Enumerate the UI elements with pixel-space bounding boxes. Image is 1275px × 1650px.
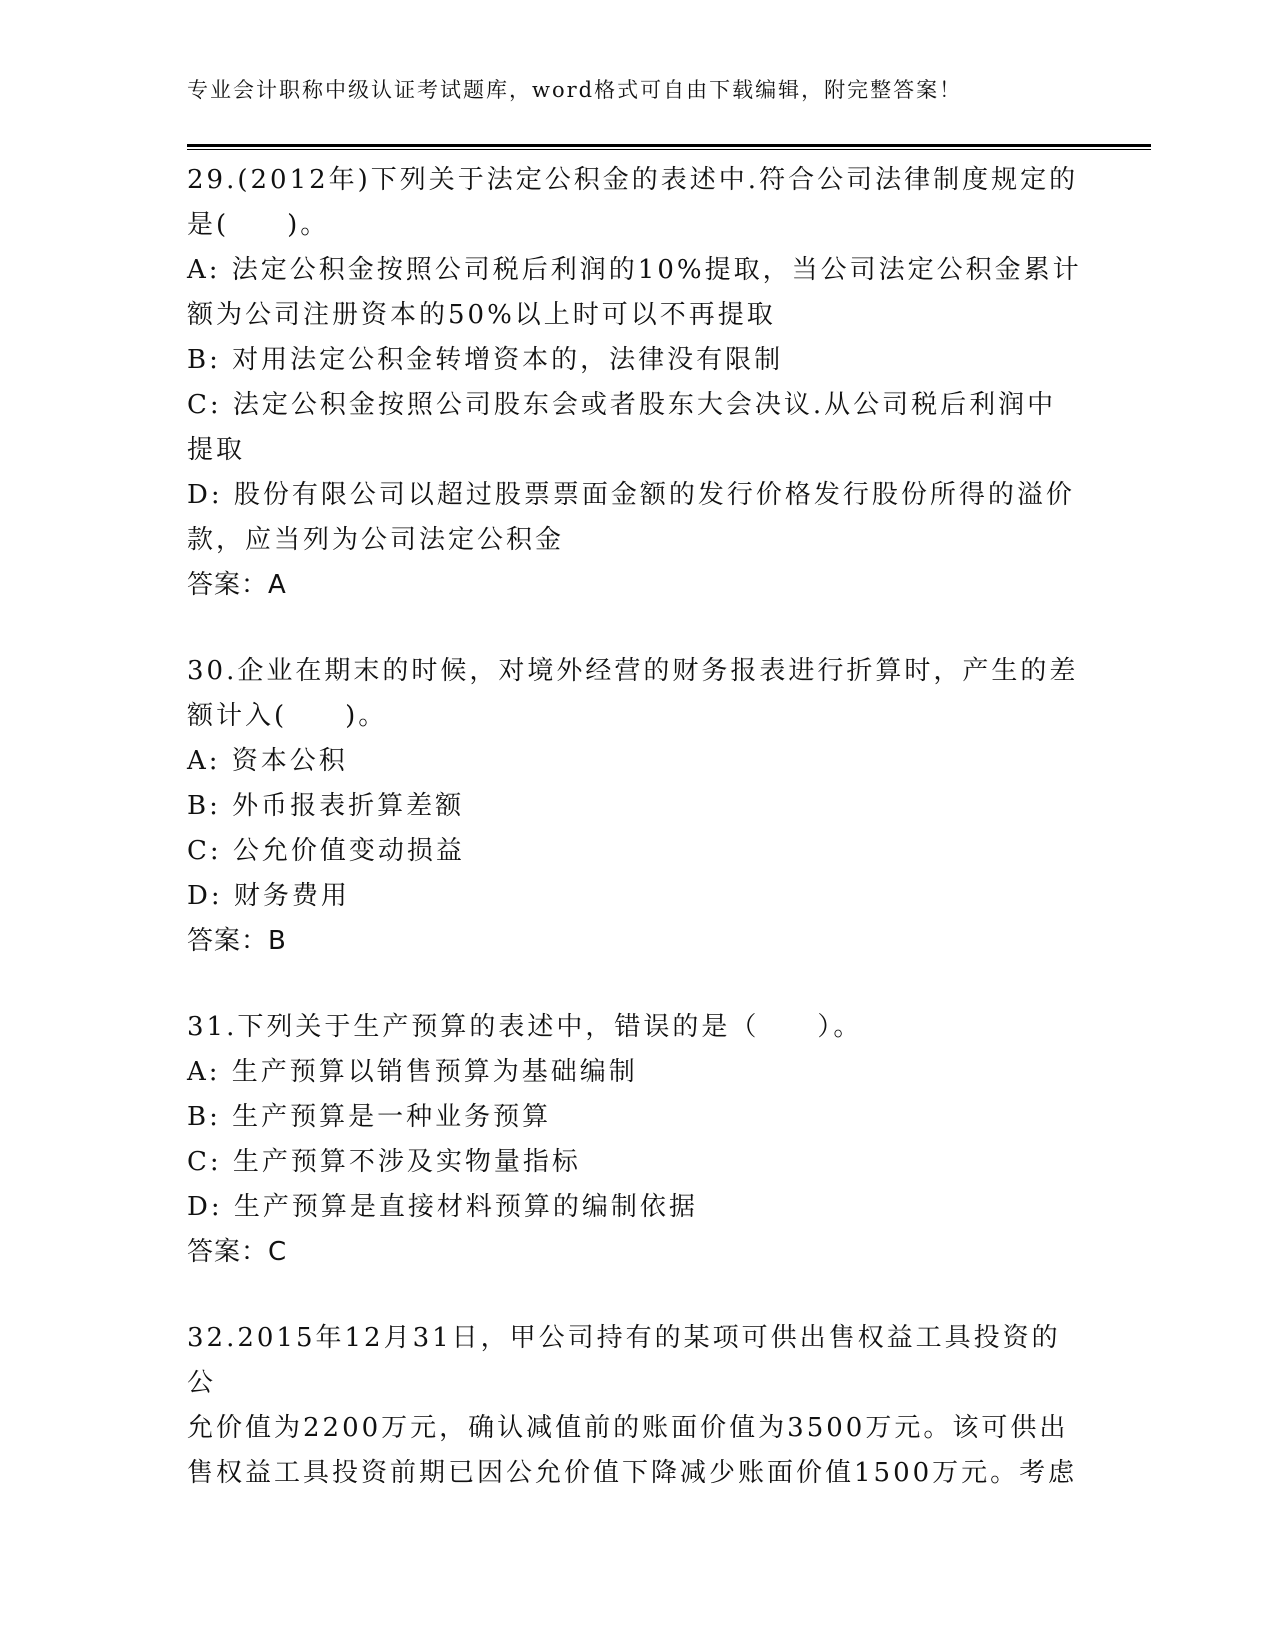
option-d: D: 财务费用 — [187, 881, 350, 911]
option-a-continued: 额为公司注册资本的50%以上时可以不再提取 — [187, 300, 776, 330]
option-a: A: 法定公积金按照公司税后利润的10%提取，当公司法定公积金累计 — [187, 255, 1082, 285]
option-a: A: 生产预算以销售预算为基础编制 — [187, 1057, 638, 1087]
question-stem-line: 30.企业在期末的时候，对境外经营的财务报表进行折算时，产生的差 — [187, 656, 1079, 686]
option-c: C: 生产预算不涉及实物量指标 — [187, 1147, 581, 1177]
header-rule-thin — [187, 149, 1151, 150]
question-stem-line: 是( )。 — [187, 210, 330, 240]
question-stem-line: 售权益工具投资前期已因公允价值下降减少账面价值1500万元。考虑 — [187, 1458, 1078, 1488]
answer-line: 答案：B — [187, 926, 287, 956]
option-a: A: 资本公积 — [187, 746, 348, 776]
question-stem-line: 32.2015年12月31日，甲公司持有的某项可供出售权益工具投资的公 — [187, 1323, 1061, 1398]
header-rule-thick — [187, 144, 1151, 147]
option-d: D: 股份有限公司以超过股票票面金额的发行价格发行股份所得的溢价 — [187, 480, 1075, 510]
option-c: C: 法定公积金按照公司股东会或者股东大会决议.从公司税后利润中 — [187, 390, 1057, 420]
page-header: 专业会计职称中级认证考试题库，word格式可自由下载编辑，附完整答案！ — [187, 78, 963, 102]
question-30 — [187, 649, 1087, 964]
question-32 — [187, 1316, 1087, 1496]
option-b: B: 对用法定公积金转增资本的，法律没有限制 — [187, 345, 784, 375]
question-stem-line: 允价值为2200万元，确认减值前的账面价值为3500万元。该可供出 — [187, 1413, 1069, 1443]
answer-line: 答案：A — [187, 570, 287, 600]
question-31 — [187, 1005, 1087, 1275]
question-list — [187, 158, 1087, 1537]
option-d: D: 生产预算是直接材料预算的编制依据 — [187, 1192, 698, 1222]
question-stem-line: 29.(2012年)下列关于法定公积金的表述中.符合公司法律制度规定的 — [187, 165, 1079, 195]
option-d-continued: 款，应当列为公司法定公积金 — [187, 525, 565, 555]
answer-line: 答案：C — [187, 1237, 288, 1267]
option-b: B: 生产预算是一种业务预算 — [187, 1102, 552, 1132]
option-c-continued: 提取 — [187, 435, 246, 465]
option-c: C: 公允价值变动损益 — [187, 836, 465, 866]
question-stem-line: 31.下列关于生产预算的表述中，错误的是（ ）。 — [187, 1012, 863, 1042]
question-29 — [187, 158, 1087, 608]
option-b: B: 外币报表折算差额 — [187, 791, 465, 821]
question-stem-line: 额计入( )。 — [187, 701, 388, 731]
